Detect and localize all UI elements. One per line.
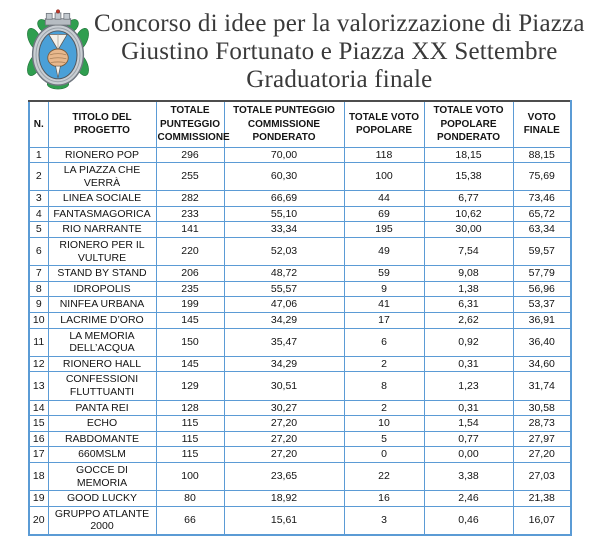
project-title-cell: LINEA SOCIALE <box>48 191 156 207</box>
table-row <box>29 163 571 191</box>
rank-cell: 8 <box>29 281 48 297</box>
popular-vote-cell: 49 <box>344 238 424 266</box>
column-header-0: N. <box>29 101 48 147</box>
column-header-6: VOTO FINALE <box>513 101 571 147</box>
popular-weighted-cell: 7,54 <box>424 238 513 266</box>
project-title-cell: RABDOMANTE <box>48 431 156 447</box>
table-row <box>29 313 571 329</box>
project-title-cell: STAND BY STAND <box>48 266 156 282</box>
final-score-cell: 36,40 <box>513 328 571 356</box>
popular-weighted-cell: 1,38 <box>424 281 513 297</box>
popular-weighted-cell: 1,23 <box>424 372 513 400</box>
final-score-cell: 88,15 <box>513 147 571 163</box>
commission-weighted-cell: 55,57 <box>224 281 344 297</box>
commission-weighted-cell: 23,65 <box>224 462 344 490</box>
commission-score-cell: 129 <box>156 372 224 400</box>
popular-weighted-cell: 3,38 <box>424 462 513 490</box>
rank-cell: 5 <box>29 222 48 238</box>
popular-weighted-cell: 18,15 <box>424 147 513 163</box>
final-score-cell: 57,79 <box>513 266 571 282</box>
commission-score-cell: 199 <box>156 297 224 313</box>
final-score-cell: 27,20 <box>513 447 571 463</box>
commission-score-cell: 145 <box>156 313 224 329</box>
rank-cell: 15 <box>29 416 48 432</box>
popular-weighted-cell: 2,62 <box>424 313 513 329</box>
popular-weighted-cell: 0,31 <box>424 356 513 372</box>
commission-score-cell: 220 <box>156 238 224 266</box>
ranking-table-container <box>28 100 572 536</box>
project-title-cell: PANTA REI <box>48 400 156 416</box>
popular-weighted-cell: 30,00 <box>424 222 513 238</box>
rank-cell: 18 <box>29 462 48 490</box>
commission-score-cell: 66 <box>156 506 224 535</box>
project-title-cell: NINFEA URBANA <box>48 297 156 313</box>
ranking-table <box>28 100 572 536</box>
commission-score-cell: 115 <box>156 431 224 447</box>
project-title-cell: LA PIAZZA CHE VERRÀ <box>48 163 156 191</box>
popular-vote-cell: 6 <box>344 328 424 356</box>
rank-cell: 1 <box>29 147 48 163</box>
popular-weighted-cell: 1,54 <box>424 416 513 432</box>
table-row <box>29 400 571 416</box>
project-title-cell: RIO NARRANTE <box>48 222 156 238</box>
commission-weighted-cell: 33,34 <box>224 222 344 238</box>
final-score-cell: 31,74 <box>513 372 571 400</box>
popular-vote-cell: 2 <box>344 400 424 416</box>
popular-weighted-cell: 0,46 <box>424 506 513 535</box>
commission-score-cell: 115 <box>156 416 224 432</box>
final-score-cell: 16,07 <box>513 506 571 535</box>
column-header-2: TOTALE PUNTEGGIO COMMISSIONE <box>156 101 224 147</box>
project-title-cell: ECHO <box>48 416 156 432</box>
popular-vote-cell: 2 <box>344 356 424 372</box>
final-score-cell: 63,34 <box>513 222 571 238</box>
title-line-3: Graduatoria finale <box>246 66 433 93</box>
popular-vote-cell: 8 <box>344 372 424 400</box>
popular-weighted-cell: 9,08 <box>424 266 513 282</box>
rank-cell: 6 <box>29 238 48 266</box>
popular-vote-cell: 118 <box>344 147 424 163</box>
project-title-cell: LA MEMORIA DELL’ACQUA <box>48 328 156 356</box>
commission-score-cell: 141 <box>156 222 224 238</box>
table-row <box>29 491 571 507</box>
commission-weighted-cell: 66,69 <box>224 191 344 207</box>
table-row <box>29 222 571 238</box>
popular-weighted-cell: 0,00 <box>424 447 513 463</box>
column-header-3: TOTALE PUNTEGGIO COMMISSIONE PONDERATO <box>224 101 344 147</box>
final-score-cell: 56,96 <box>513 281 571 297</box>
commission-weighted-cell: 60,30 <box>224 163 344 191</box>
project-title-cell: IDROPOLIS <box>48 281 156 297</box>
rank-cell: 12 <box>29 356 48 372</box>
final-score-cell: 75,69 <box>513 163 571 191</box>
rank-cell: 11 <box>29 328 48 356</box>
popular-weighted-cell: 15,38 <box>424 163 513 191</box>
page-title <box>94 8 585 94</box>
popular-weighted-cell: 2,46 <box>424 491 513 507</box>
commission-score-cell: 150 <box>156 328 224 356</box>
popular-vote-cell: 9 <box>344 281 424 297</box>
table-row <box>29 147 571 163</box>
rank-cell: 17 <box>29 447 48 463</box>
table-row <box>29 206 571 222</box>
rank-cell: 10 <box>29 313 48 329</box>
project-title-cell: RIONERO POP <box>48 147 156 163</box>
commission-score-cell: 100 <box>156 462 224 490</box>
rank-cell: 9 <box>29 297 48 313</box>
popular-weighted-cell: 6,77 <box>424 191 513 207</box>
popular-vote-cell: 3 <box>344 506 424 535</box>
table-row <box>29 238 571 266</box>
table-row <box>29 431 571 447</box>
commission-score-cell: 206 <box>156 266 224 282</box>
rank-cell: 19 <box>29 491 48 507</box>
project-title-cell: RIONERO PER IL VULTURE <box>48 238 156 266</box>
final-score-cell: 30,58 <box>513 400 571 416</box>
popular-vote-cell: 5 <box>344 431 424 447</box>
popular-weighted-cell: 0,92 <box>424 328 513 356</box>
table-row <box>29 281 571 297</box>
popular-vote-cell: 17 <box>344 313 424 329</box>
table-row <box>29 462 571 490</box>
project-title-cell: RIONERO HALL <box>48 356 156 372</box>
rank-cell: 13 <box>29 372 48 400</box>
commission-score-cell: 235 <box>156 281 224 297</box>
rank-cell: 16 <box>29 431 48 447</box>
commission-weighted-cell: 35,47 <box>224 328 344 356</box>
commission-score-cell: 115 <box>156 447 224 463</box>
rank-cell: 2 <box>29 163 48 191</box>
commission-weighted-cell: 34,29 <box>224 313 344 329</box>
project-title-cell: GRUPPO ATLANTE 2000 <box>48 506 156 535</box>
table-row <box>29 297 571 313</box>
popular-vote-cell: 69 <box>344 206 424 222</box>
commission-weighted-cell: 27,20 <box>224 447 344 463</box>
commission-weighted-cell: 48,72 <box>224 266 344 282</box>
final-score-cell: 21,38 <box>513 491 571 507</box>
commission-score-cell: 255 <box>156 163 224 191</box>
column-header-1: TITOLO DEL PROGETTO <box>48 101 156 147</box>
popular-weighted-cell: 0,77 <box>424 431 513 447</box>
title-line-1: Concorso di idee per la valorizzazione di Piazza <box>94 10 585 37</box>
popular-vote-cell: 59 <box>344 266 424 282</box>
project-title-cell: FANTASMAGORICA <box>48 206 156 222</box>
table-row <box>29 328 571 356</box>
commission-weighted-cell: 27,20 <box>224 416 344 432</box>
project-title-cell: LACRIME D’ORO <box>48 313 156 329</box>
title-line-2: Giustino Fortunato e Piazza XX Settembre <box>121 38 558 65</box>
final-score-cell: 53,37 <box>513 297 571 313</box>
final-score-cell: 59,57 <box>513 238 571 266</box>
commission-weighted-cell: 18,92 <box>224 491 344 507</box>
project-title-cell: CONFESSIONI FLUTTUANTI <box>48 372 156 400</box>
rank-cell: 3 <box>29 191 48 207</box>
final-score-cell: 28,73 <box>513 416 571 432</box>
final-score-cell: 65,72 <box>513 206 571 222</box>
project-title-cell: GOCCE DI MEMORIA <box>48 462 156 490</box>
popular-vote-cell: 44 <box>344 191 424 207</box>
commission-weighted-cell: 34,29 <box>224 356 344 372</box>
table-row <box>29 372 571 400</box>
final-score-cell: 27,03 <box>513 462 571 490</box>
commission-weighted-cell: 30,51 <box>224 372 344 400</box>
table-row <box>29 191 571 207</box>
commission-score-cell: 296 <box>156 147 224 163</box>
commission-score-cell: 80 <box>156 491 224 507</box>
commission-weighted-cell: 55,10 <box>224 206 344 222</box>
final-score-cell: 36,91 <box>513 313 571 329</box>
popular-weighted-cell: 0,31 <box>424 400 513 416</box>
commission-score-cell: 282 <box>156 191 224 207</box>
document-header <box>22 8 584 94</box>
rank-cell: 7 <box>29 266 48 282</box>
popular-weighted-cell: 10,62 <box>424 206 513 222</box>
table-row <box>29 416 571 432</box>
popular-vote-cell: 100 <box>344 163 424 191</box>
final-score-cell: 34,60 <box>513 356 571 372</box>
final-score-cell: 27,97 <box>513 431 571 447</box>
municipal-crest-icon <box>22 8 94 90</box>
commission-score-cell: 145 <box>156 356 224 372</box>
table-row <box>29 506 571 535</box>
popular-weighted-cell: 6,31 <box>424 297 513 313</box>
popular-vote-cell: 22 <box>344 462 424 490</box>
popular-vote-cell: 195 <box>344 222 424 238</box>
project-title-cell: GOOD LUCKY <box>48 491 156 507</box>
final-score-cell: 73,46 <box>513 191 571 207</box>
commission-weighted-cell: 47,06 <box>224 297 344 313</box>
popular-vote-cell: 10 <box>344 416 424 432</box>
column-header-5: TOTALE VOTO POPOLARE PONDERATO <box>424 101 513 147</box>
rank-cell: 20 <box>29 506 48 535</box>
commission-weighted-cell: 27,20 <box>224 431 344 447</box>
table-row <box>29 447 571 463</box>
commission-score-cell: 233 <box>156 206 224 222</box>
commission-weighted-cell: 30,27 <box>224 400 344 416</box>
commission-weighted-cell: 70,00 <box>224 147 344 163</box>
commission-score-cell: 128 <box>156 400 224 416</box>
rank-cell: 14 <box>29 400 48 416</box>
table-row <box>29 356 571 372</box>
column-header-4: TOTALE VOTO POPOLARE <box>344 101 424 147</box>
popular-vote-cell: 41 <box>344 297 424 313</box>
popular-vote-cell: 16 <box>344 491 424 507</box>
table-header-row <box>29 101 571 147</box>
rank-cell: 4 <box>29 206 48 222</box>
commission-weighted-cell: 15,61 <box>224 506 344 535</box>
table-row <box>29 266 571 282</box>
popular-vote-cell: 0 <box>344 447 424 463</box>
project-title-cell: 660MSLM <box>48 447 156 463</box>
commission-weighted-cell: 52,03 <box>224 238 344 266</box>
